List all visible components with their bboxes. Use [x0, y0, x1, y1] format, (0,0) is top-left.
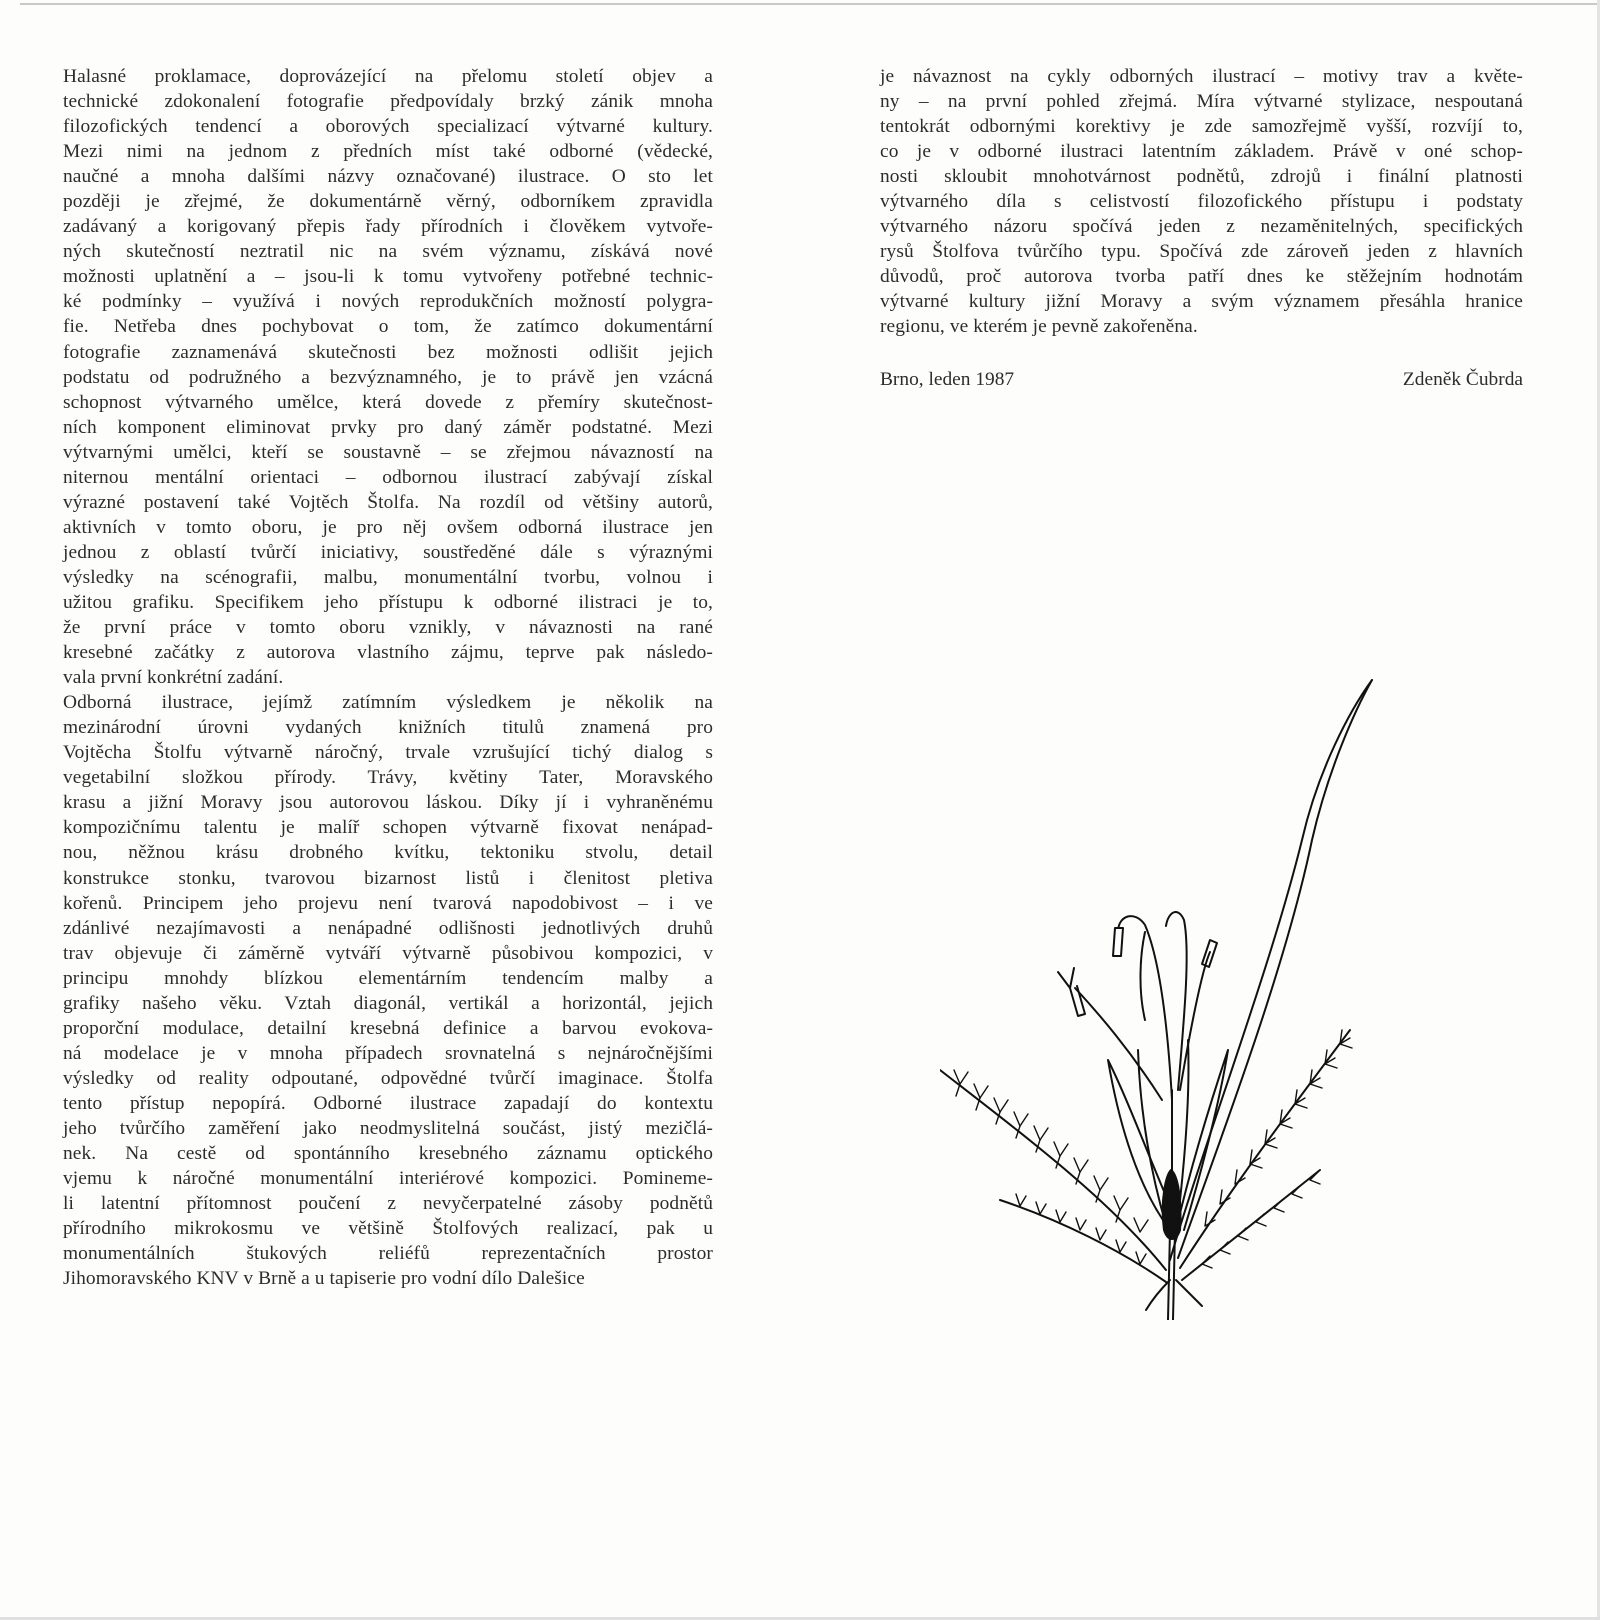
- place-date: Brno, leden 1987: [880, 369, 1015, 390]
- page-top-edge: [20, 3, 1600, 5]
- text-line: aktivních v tomto oboru, je pro něj ovšem odborná ilustrace jen: [63, 516, 713, 538]
- text-line: niternou mentální orientaci – odbornou ilustrací zabývají získal: [63, 466, 713, 488]
- text-line: principu mnohdy blízkou elementárním tendencím malby a: [63, 967, 713, 989]
- text-line: výtvarné kultury jižní Moravy a svým významem přesáhla hranice: [880, 291, 1523, 313]
- text-line: vala první konkrétní zadání.: [63, 667, 284, 689]
- text-line: ných skutečností neztratil nic na svém významu, získává nové: [63, 241, 713, 263]
- text-line: nou, něžnou krásu drobného kvítku, tektoniku stvolu, detail: [63, 842, 713, 864]
- text-line: později je zřejmé, že dokumentárně věrný, odborníkem zpravidla: [63, 191, 713, 213]
- text-line: zdánlivé nezajímavosti a nenápadné odlišnosti jednotlivých druhů: [63, 917, 713, 939]
- text-line: mezinárodní úrovni vydaných knižních titulů znamená pro: [63, 717, 713, 739]
- text-line: krasu a jižní Moravy jsou autorovou láskou. Díky jí i vyhraněnému: [63, 792, 713, 814]
- right-text-column: [880, 64, 1523, 340]
- text-line: je návaznost na cykly odborných ilustrací – motivy trav a květe-: [880, 66, 1523, 87]
- text-line: výtvarnými umělci, kteří se soustavně – se zřejmou návazností na: [63, 441, 713, 463]
- text-line: rysů Štolfova tvůrčího typu. Spočívá zde zároveň jeden z hlavních: [880, 241, 1523, 263]
- text-line: výtvarného názoru spočívá jeden z nezaměnitelných, specifických: [880, 216, 1523, 238]
- text-line: trav objevuje či záměrně vytváří výtvarně působivou kompozici, v: [63, 942, 713, 964]
- text-line: ná modelace je v mnoha případech srovnatelná s nejnáročnějšími: [63, 1042, 713, 1064]
- text-line: Vojtěcha Štolfu výtvarně náročný, trvale vzrušující tichý dialog s: [63, 742, 713, 764]
- text-line: kompozičnímu talentu je malíř schopen výtvarně fixovat nenápad-: [63, 817, 713, 839]
- text-line: podstatu od podružného a bezvýznamného, je to právě jen vzácná: [63, 366, 713, 388]
- text-line: Jihomoravského KNV v Brně a u tapiserie pro vodní dílo Dalešice: [63, 1268, 585, 1290]
- text-line: regionu, ve kterém je pevně zakořeněna.: [880, 316, 1198, 338]
- text-line: výsledky na scénografii, malbu, monumentální tvorbu, volnou i: [63, 566, 713, 588]
- text-line: proporční modulace, detailní kresebná definice a barvou evokova-: [63, 1017, 713, 1039]
- text-line: filozofických tendencí a oborových specializací výtvarné kultury.: [63, 116, 713, 138]
- grass-flower-drawing-icon: [940, 670, 1440, 1320]
- text-line: ních komponent eliminovat prvky pro daný záměr podstatné. Mezi: [63, 416, 713, 438]
- text-line: přírodního mikrokosmu ve většině Štolfových realizací, pak u: [63, 1218, 713, 1240]
- text-line: užitou grafiku. Specifikem jeho přístupu k odborné ilistraci je to,: [63, 591, 713, 613]
- text-line: monumentálních štukových reliéfů reprezentačních prostor: [63, 1243, 713, 1265]
- text-line: nosti skloubit mnohotvárnost podnětů, zdrojů i finální platnosti: [880, 166, 1523, 188]
- text-line: konstrukce stonku, tvarovou bizarnost listů i členitost pletiva: [63, 867, 713, 889]
- text-line: jednou z oblastí tvůrčí iniciativy, soustředěné dále s výraznými: [63, 541, 713, 563]
- text-line: vegetabilní složkou přírody. Trávy, květiny Tater, Moravského: [63, 767, 713, 789]
- text-line: kresebné začátky z autorova vlastního zájmu, teprve pak následo-: [63, 642, 713, 664]
- text-line: fotografie zaznamenává skutečnosti bez možnosti odlišit jejich: [63, 341, 713, 363]
- text-line: schopnost výtvarného umělce, která dovede z přemíry skutečnost-: [63, 391, 713, 413]
- text-line: grafiky našeho věku. Vztah diagonál, vertikál a horizontál, jejich: [63, 992, 713, 1014]
- text-line: výtvarného díla s celistvostí filozofického přístupu i podstaty: [880, 191, 1523, 213]
- text-line: fie. Netřeba dnes pochybovat o tom, že zatímco dokumentární: [63, 316, 713, 338]
- text-line: Halasné proklamace, doprovázející na přelomu století objev a: [63, 66, 713, 87]
- left-text-column: [63, 64, 713, 1291]
- text-line: li latentní přítomnost poučení z nevyčerpatelné zásoby podnětů: [63, 1193, 713, 1215]
- text-line: jeho tvůrčího zaměření jako neodmyslitelná součást, jistý mezičlá-: [63, 1117, 713, 1139]
- text-line: nek. Na cestě od spontánního kresebného záznamu optického: [63, 1143, 713, 1165]
- text-line: tento přístup nepopírá. Odborné ilustrace zapadají do kontextu: [63, 1092, 713, 1114]
- text-line: Mezi nimi na jednom z předních míst také odborné (vědecké,: [63, 141, 713, 163]
- text-line: co je v odborné ilustraci latentním základem. Právě v oné schop-: [880, 141, 1523, 163]
- text-line: možnosti uplatnění a – jsou-li k tomu vytvořeny potřebné technic-: [63, 266, 713, 288]
- text-line: zadávaný a korigovaný přepis řady přírodních i člověkem vytvoře-: [63, 216, 713, 238]
- text-line: ké podmínky – využívá i nových reprodukčních možností polygra-: [63, 291, 713, 313]
- text-line: vjemu k náročné monumentální interiérové kompozici. Pomineme-: [63, 1168, 713, 1190]
- signature-line: [880, 367, 1523, 392]
- text-line: tentokrát odbornými korektivy je zde samozřejmě vyšší, rozvíjí to,: [880, 116, 1523, 138]
- text-line: Odborná ilustrace, jejímž zatímním výsledkem je několik na: [63, 692, 713, 714]
- text-line: ny – na první pohled zřejmá. Míra výtvarné stylizace, nespoutaná: [880, 91, 1523, 113]
- text-line: naučné a mnoha dalšími názvy označované) ilustrace. O sto let: [63, 166, 713, 188]
- text-line: že první práce v tomto oboru vznikly, v návaznosti na rané: [63, 617, 713, 639]
- text-line: důvodů, proč autorova tvorba patří dnes ke stěžejním hodnotám: [880, 266, 1523, 288]
- text-line: výrazné postavení také Vojtěch Štolfa. Na rozdíl od většiny autorů,: [63, 491, 713, 513]
- text-line: výsledky od reality odpoutané, odpovědné tvůrčí imaginace. Štolfa: [63, 1067, 713, 1089]
- author-name: Zdeněk Čubrda: [1402, 369, 1523, 390]
- text-line: technické zdokonalení fotografie předpovídaly brzký zánik mnoha: [63, 91, 713, 113]
- text-line: kořenů. Principem jeho projevu není tvarová napodobivost – i ve: [63, 892, 713, 914]
